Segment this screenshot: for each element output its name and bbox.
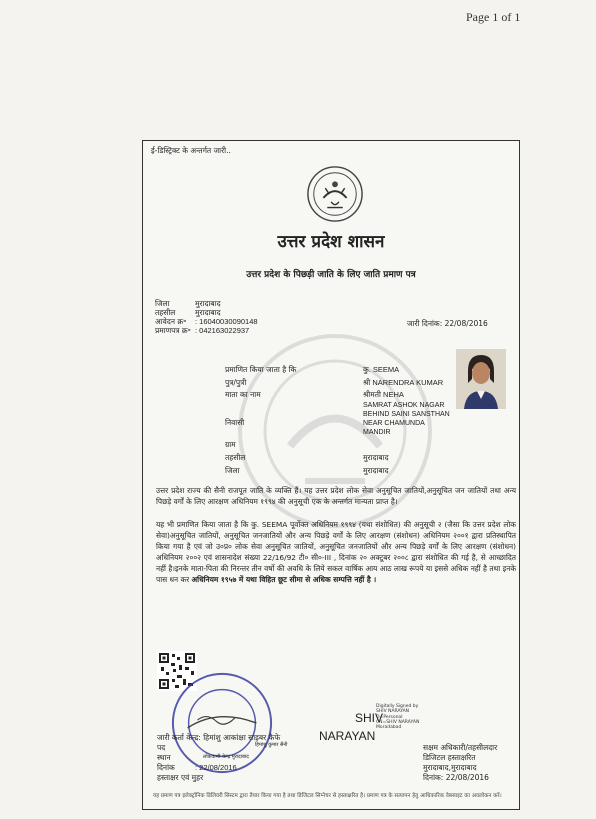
meta-certificate-label: प्रमाणपत्र क्र॰ xyxy=(155,326,191,335)
meta-district-label: जिला xyxy=(155,299,170,308)
authority-title: सक्षम अधिकारी/तहसीलदार xyxy=(423,743,498,752)
post-label: पद xyxy=(157,743,166,752)
resident-label: निवासी xyxy=(225,418,245,427)
address-line: BEHIND SAINI SANSTHAN xyxy=(363,411,450,418)
issuing-center-operator: हिमांशु कुमार सैनी xyxy=(255,742,288,748)
header-note: ई-डिस्ट्रिक्ट के अन्तर्गत जारी.. xyxy=(151,146,231,155)
place-label: स्थान xyxy=(157,753,171,762)
authority-date: दिनांक: 22/08/2016 xyxy=(423,773,489,782)
issuing-center: जारी कर्ता केन्द्र: हिमांशु आकांक्षा साइबर कैफे xyxy=(157,733,281,742)
address-line: NEAR CHAMUNDA xyxy=(363,420,425,427)
signer-name-line2: NARAYAN xyxy=(319,729,376,743)
certify-label: प्रमाणित किया जाता है कि xyxy=(225,365,297,374)
paragraph-caste: उत्तर प्रदेश राज्य की सैनी राजपूत जाति के व्यक्ति हैं। यह उत्तर प्रदेश लोक सेवा अनुसूचित जातियों,अनुसूचित जन जातियों तथा अन्य पिछड़े वर्गों के लिए आरक्षण अधिनियम १९९४ की अनुसूची एक के अन्तर्गत मान्यता प्राप्त है। xyxy=(156,486,516,506)
father-label: पुत्र/पुत्री xyxy=(225,378,247,387)
lokvani-seal-icon xyxy=(168,669,276,777)
mother-label: माता का नाम xyxy=(225,390,261,399)
address-block xyxy=(363,401,450,437)
issue-date: जारी दिनांक: 22/08/2016 xyxy=(407,319,488,328)
meta-application-label: आवेदन क्र॰ xyxy=(155,317,187,326)
digital-signature-note: Digitally Signed by SHIV NARAYAN O=Personal CN=SHIV NARAYAN Moradabad xyxy=(376,704,420,731)
district-label: जिला xyxy=(225,466,240,475)
state-emblem-icon xyxy=(306,165,364,223)
meta-application-value: : 16040030090148 xyxy=(195,317,258,326)
district-value: मुरादाबाद xyxy=(363,466,389,475)
paragraph-certification-text: यह भी प्रमाणित किया जाता है कि कु. SEEMA पूर्वोक्त अधिनियम १९९४ (यथा संशोधित) की अनुसूची २ (जैसा कि उत्तर प्रदेश लोक सेवा)अनुसूचित जातियों, अनुसूचित जनजातियों और अन्य पिछड़े वर्गों के लिए आरक्षण (संशोधन) अधिनियम २००१ द्वारा प्रतिस्थापित किया गया है एवं जो उ०प्र० लोक सेवा अनुसूचित जातियों, अनुसूचित जनजातियों और अन्य पिछड़े वर्गों के लिए आरक्षण (संशोधन) अधिनियम २००२ एवं शासनादेश संख्या 22/16/92 टी० सी०-III , दिनांक २० अक्टूबर २००८ द्वारा संशोधित की गई है, से आच्छादित नहीं है।इनके माता-पिता की निरन्तर तीन वर्षो की अवधि के लिये सकल वार्षिक आय आठ लाख रूपये या इससे अधिक नहीं है तथा इनके पास धन कर xyxy=(156,520,516,584)
place-value: लोकवाणी केन्द्र मुरादाबाद xyxy=(203,754,249,760)
mother-value: श्रीमती NEHA xyxy=(363,390,404,399)
page-indicator: Page 1 of 1 xyxy=(466,10,521,24)
certify-value: कु. SEEMA xyxy=(363,365,400,374)
paragraph-certification xyxy=(156,519,516,585)
tehsil-value: मुरादाबाद xyxy=(363,453,389,462)
certificate xyxy=(142,140,520,810)
issuer-date-value: : 22/08/2016 xyxy=(195,763,237,772)
authority-digital: डिजिटल हस्ताक्षरित xyxy=(423,753,476,762)
village-label: ग्राम xyxy=(225,440,236,449)
certificate-subtitle: उत्तर प्रदेश के पिछड़ी जाति के लिए जाति प्रमाण पत्र xyxy=(246,270,416,280)
address-line: MANDIR xyxy=(363,429,391,436)
meta-tehsil-label: तहसील xyxy=(155,308,176,317)
tehsil-label: तहसील xyxy=(225,453,246,462)
address-line: SAMRAT ASHOK NAGAR xyxy=(363,402,445,409)
sign-seal-label: हस्ताक्षर एवं मुहर xyxy=(157,773,204,782)
meta-district-value: मुरादाबाद xyxy=(195,299,221,308)
certificate-title: उत्तर प्रदेश शासन xyxy=(277,232,385,252)
signer-name-line1: SHIV xyxy=(355,711,384,725)
authority-location: मुरादाबाद,मुरादाबाद xyxy=(423,763,477,772)
meta-certificate-value: : 042163022937 xyxy=(195,326,250,335)
paragraph-certification-bold: अधिनियम १९५७ में यथा विहित छूट सीमा से अधिक सम्पत्ति नहीं है । xyxy=(191,575,377,584)
meta-tehsil-value: मुरादाबाद xyxy=(195,308,221,317)
father-value: श्री NARENDRA KUMAR xyxy=(363,378,444,387)
applicant-photo xyxy=(456,349,506,409)
footer-note: यह प्रमाण पत्र इलेक्ट्रॉनिक डिलिवरी सिस्टम द्वारा तैयार किया गया है तथा डिजिटल सिग्नेचर से हस्ताक्षरित है। प्रमाण पत्र के सत्यापन हेतु आधिकारिक वेबसाइट का अवलोकन करें। xyxy=(153,793,502,799)
issuer-date-label: दिनांक xyxy=(157,763,175,772)
